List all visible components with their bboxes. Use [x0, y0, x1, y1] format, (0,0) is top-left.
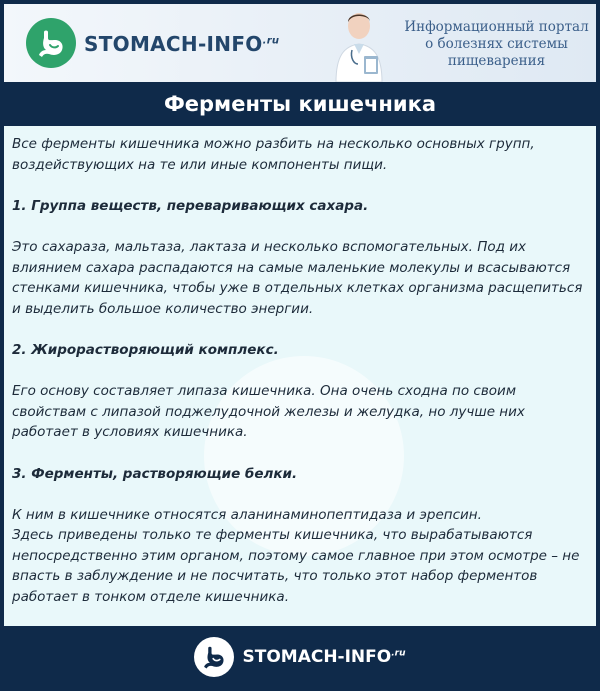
page-title: Ферменты кишечника: [163, 92, 437, 116]
section-paragraph-2: Его основу составляет липаза кишечника. Она очень сходна по своим свойствам с липазой поджелудочной железы и желудка, но лучше них работает в условиях кишечника.: [12, 383, 525, 441]
footer-logo-text[interactable]: [242, 647, 405, 667]
header-tagline: Информационный портал о болезнях системы пищеварения: [404, 18, 589, 69]
footer-stomach-icon: [194, 637, 234, 677]
title-bar: [4, 82, 596, 126]
section-heading-2: 2. Жирорастворяющий комплекс.: [12, 341, 279, 358]
header-logo-name: STOMACH-INFO: [84, 32, 263, 56]
doctor-illustration-icon: [324, 8, 394, 82]
section-heading-3: 3. Ферменты, растворяющие белки.: [12, 465, 298, 482]
header-logo-suffix: .ru: [262, 35, 280, 47]
section-paragraph-3: К ним в кишечнике относятся аланинаминопептидаза и эрепсин.: [12, 506, 482, 523]
section-heading-1: 1. Группа веществ, переваривающих сахара.: [12, 197, 369, 214]
footer: [4, 626, 596, 687]
footer-logo-suffix: .ru: [391, 647, 406, 658]
closing-paragraph: Здесь приведены только те ферменты кишечника, что вырабатываются непосредственно этим органом, поэтому самое главное при этом осмотре – не впасть в заблуждение и не посчитать, что только этот набор ферментов работает в тонком отделе кишечника.: [12, 527, 580, 606]
header: [4, 4, 596, 82]
section-paragraph-1: Это сахараза, мальтаза, лактаза и несколько вспомогательных. Под их влиянием сахара распадаются на самые маленькие молекулы и всасываются стенками кишечника, чтобы уже в отдельных клетках организма расщепиться и выделить большое количество энергии.: [12, 238, 583, 317]
header-logo-text[interactable]: [84, 32, 279, 56]
intro-paragraph: Все ферменты кишечника можно разбить на несколько основных групп, воздействующих на те или иные компоненты пищи.: [12, 136, 535, 173]
content-area: [4, 126, 596, 626]
stomach-icon: [26, 18, 76, 68]
footer-logo-name: STOMACH-INFO: [242, 646, 392, 667]
